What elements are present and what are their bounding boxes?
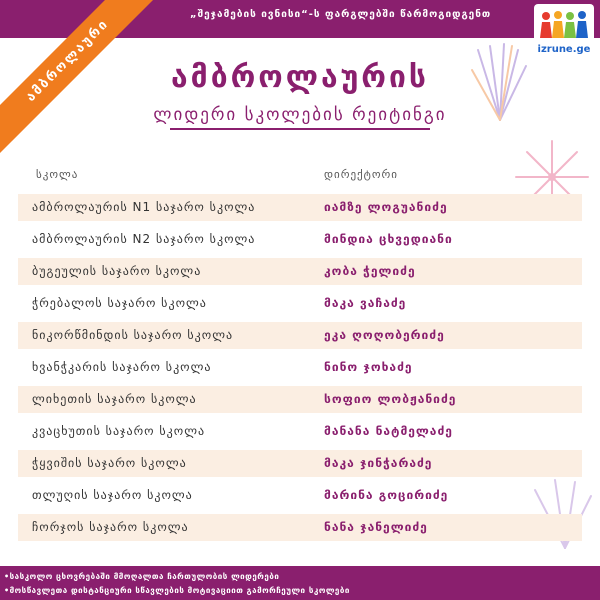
director-name: ეკა ღოღობერიძე [324, 328, 445, 342]
school-name: თლუღის საჯარო სკოლა [32, 488, 193, 502]
footer-banner [0, 566, 600, 600]
school-name: ამბროლაურის N2 საჯარო სკოლა [32, 232, 256, 246]
school-name: ჩორჯოს საჯარო სკოლა [32, 520, 189, 534]
school-name: კვაცხუთის საჯარო სკოლა [32, 424, 206, 438]
logo-text: izrune.ge [537, 44, 591, 55]
school-name: ხვანჭკარის საჯარო სკოლა [32, 360, 212, 374]
table-row [18, 482, 582, 509]
director-name: სოფიო ლობჟანიძე [324, 392, 457, 406]
page-title: ამბროლაურის [171, 60, 429, 95]
school-name: ამბროლაურის N1 საჯარო სკოლა [32, 200, 256, 214]
table-row [18, 258, 582, 285]
table-row [18, 226, 582, 253]
school-name: ლიხეთის საჯარო სკოლა [32, 392, 197, 406]
table-row [18, 322, 582, 349]
logo-people-icon [538, 10, 590, 40]
footer-note-1: •სასკოლო ცხოვრებაში მმოღალთა ჩართულობის ლიდერები [4, 572, 280, 581]
site-logo[interactable] [534, 4, 594, 64]
table-row [18, 514, 582, 541]
table-row [18, 418, 582, 445]
subtitle-underline [170, 128, 430, 130]
table-row [18, 386, 582, 413]
director-name: მაკა ჯინჭარაძე [324, 456, 433, 470]
footer-note-2: •მოსწავლეთა დისტანციური სწავლების მოტივაციით გამორჩეული სკოლები [4, 586, 350, 595]
school-name: ჭრებალოს საჯარო სკოლა [32, 296, 207, 310]
page-subtitle: ლიდერი სკოლების რეიტინგი [153, 105, 447, 125]
school-name: ბუგეულის საჯარო სკოლა [32, 264, 202, 278]
director-name: ნინო ჯოხაძე [324, 360, 413, 374]
ribbon-label: ამბროლაური [0, 0, 160, 158]
school-name: ნიკორწმინდის საჯარო სკოლა [32, 328, 234, 342]
table-row [18, 194, 582, 221]
director-name: მარინა გოცირიძე [324, 488, 449, 502]
director-name: მანანა ნატმელაძე [324, 424, 453, 438]
column-header-director: დირექტორი [324, 168, 398, 181]
director-name: მაკა ვაჩაძე [324, 296, 407, 310]
director-name: ნანა ჯანელიძე [324, 520, 428, 534]
director-name: მინდია ცხვედიანი [324, 232, 453, 246]
table-row [18, 450, 582, 477]
column-header-school: სკოლა [36, 168, 79, 181]
school-name: ჭყვიშის საჯარო სკოლა [32, 456, 187, 470]
table-row [18, 354, 582, 381]
table-header [18, 165, 582, 185]
school-table [18, 194, 582, 546]
banner-text: „შეჯამების ივნისი“-ს ფარგლებში წარმოგიდგენთ [190, 9, 492, 20]
director-name: კობა ჭელიძე [324, 264, 416, 278]
table-row [18, 290, 582, 317]
director-name: იამზე ლოგუანიძე [324, 200, 448, 214]
